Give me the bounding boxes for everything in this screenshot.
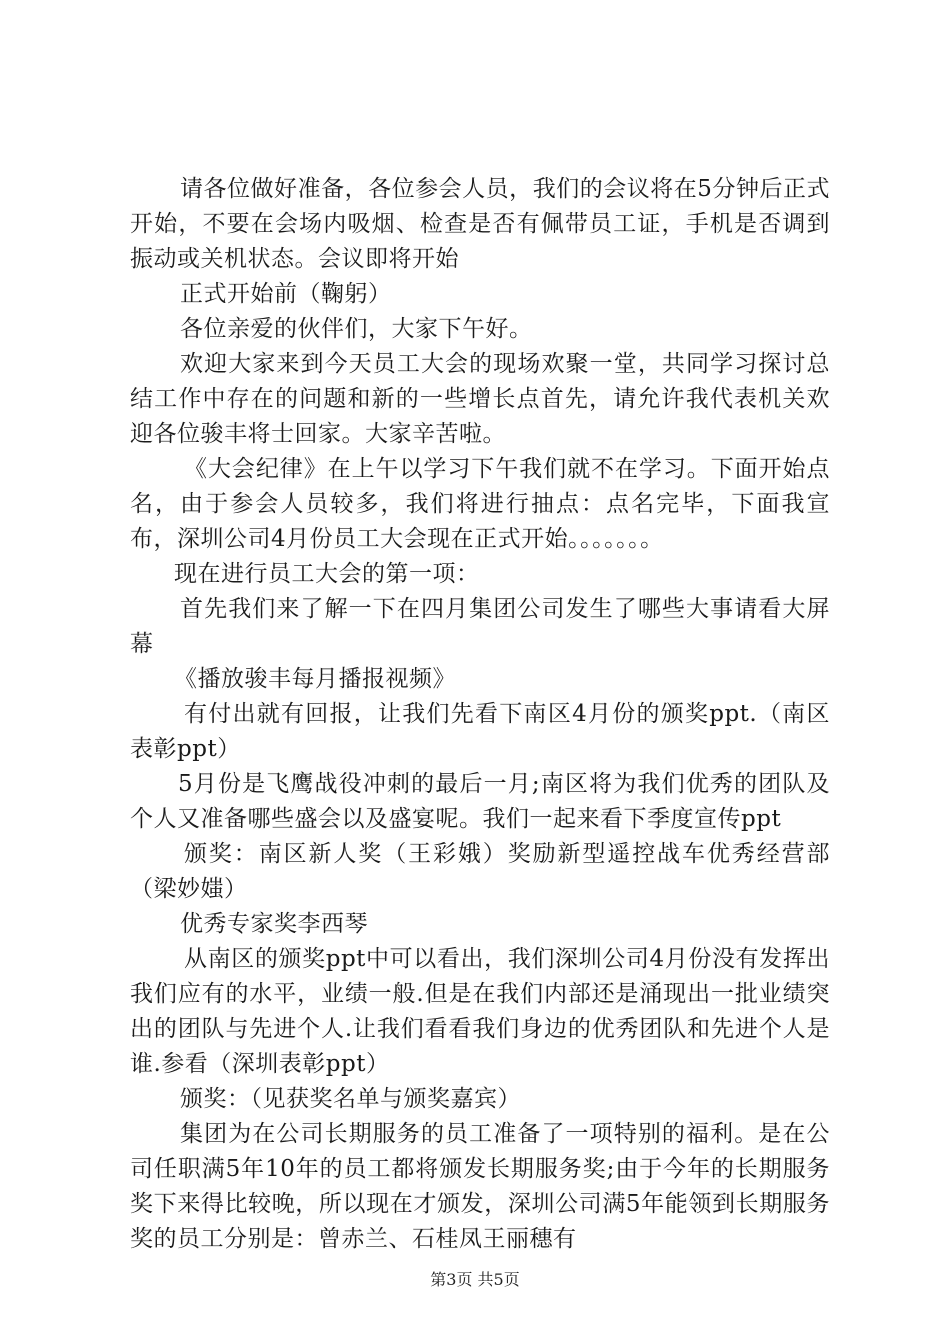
- paragraph-long-service-award: 集团为在公司长期服务的员工准备了一项特别的福利。是在公司任职满5年10年的员工都将颁发长期服务奖;由于今年的长期服务奖下来得比较晚，所以现在才颁发，深圳公司满5年能领到长期服务奖的员工分别是：曾赤兰、石桂凤王丽穗有: [130, 1121, 830, 1252]
- paragraph-monthly-video: 《播放骏丰每月播报视频》: [174, 666, 456, 692]
- paragraph-greeting: 各位亲爱的伙伴们，大家下午好。: [180, 316, 533, 342]
- paragraph-before-start: 正式开始前（鞠躬）: [180, 281, 392, 307]
- paragraph-first-item: 现在进行员工大会的第一项：: [174, 561, 480, 587]
- paragraph-welcome: 欢迎大家来到今天员工大会的现场欢聚一堂，共同学习探讨总结工作中存在的问题和新的一些增长点首先，请允许我代表机关欢迎各位骏丰将士回家。大家辛苦啦。: [130, 351, 830, 447]
- paragraph-meeting-discipline: 《大会纪律》在上午以学习下午我们就不在学习。下面开始点名，由于参会人员较多，我们将进行抽点：点名完毕，下面我宣布，深圳公司4月份员工大会现在正式开始。。。。。。。: [130, 456, 830, 552]
- page-number-footer: 第3页 共5页: [430, 1270, 520, 1289]
- paragraph-meeting-preparation: 请各位做好准备，各位参会人员，我们的会议将在5分钟后正式开始，不要在会场内吸烟、检查是否有佩带员工证，手机是否调到振动或关机状态。会议即将开始: [130, 176, 830, 272]
- paragraph-shenzhen-performance: 从南区的颁奖ppt中可以看出，我们深圳公司4月份没有发挥出我们应有的水平，业绩一般.但是在我们内部还是涌现出一批业绩突出的团队与先进个人.让我们看看我们身边的优秀团队和先进个人是谁.参看（深圳表彰ppt）: [130, 946, 830, 1077]
- paragraph-award-south-newcomer: 颁奖：南区新人奖（王彩娥）奖励新型遥控战车优秀经营部（梁妙媸）: [130, 841, 830, 902]
- paragraph-group-events: 首先我们来了解一下在四月集团公司发生了哪些大事请看大屏幕: [130, 596, 830, 657]
- paragraph-award-list: 颁奖：（见获奖名单与颁奖嘉宾）: [180, 1086, 521, 1112]
- paragraph-south-awards: 有付出就有回报，让我们先看下南区4月份的颁奖ppt.（南区表彰ppt）: [130, 701, 830, 762]
- document-body: [130, 172, 830, 1257]
- paragraph-expert-award: 优秀专家奖李西琴: [180, 911, 368, 937]
- paragraph-may-campaign: 5月份是飞鹰战役冲刺的最后一月;南区将为我们优秀的团队及个人又准备哪些盛会以及盛宴呢。我们一起来看下季度宣传ppt: [130, 771, 830, 832]
